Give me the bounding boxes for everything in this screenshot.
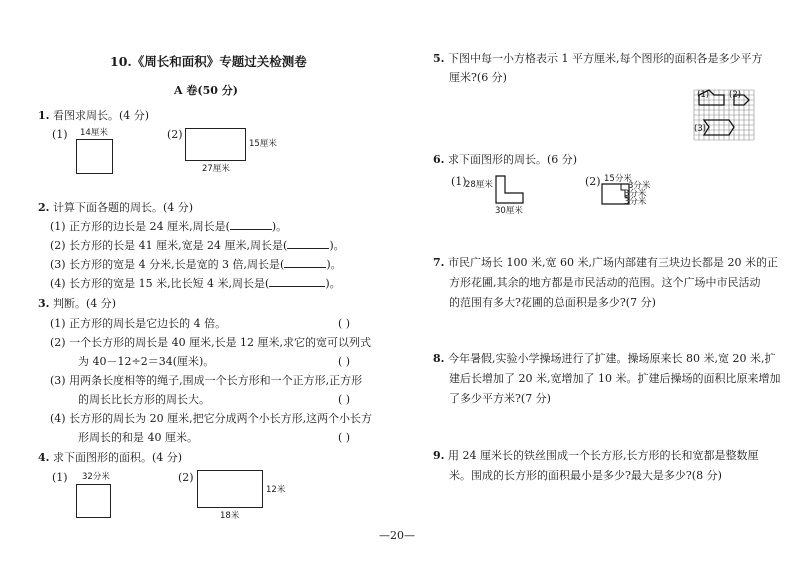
q2-item-text: (3) 长方形的宽是 4 分米,长是宽的 3 倍,周长是( [50,258,285,271]
q2-item-text: (4) 长方形的宽是 15 米,比长短 4 米,周长是( [50,277,270,290]
question-3 [38,297,116,311]
q6-fig2-step2-label: 3分米 [624,189,647,199]
q6-fig1-height-label: 28厘米 [465,180,493,190]
question-5-line2: 厘米?(6 分) [449,71,507,84]
q6-fig2-top-label: 15分米 [604,174,632,184]
q4-rect-width-label: 18米 [220,511,240,521]
question-text: 判断。(4 分) [52,297,117,310]
q1-fig1-label: (1) [52,128,68,141]
q5-fig1-label: (1) [697,90,710,100]
q4-fig1-label: (1) [52,471,68,484]
question-8 [433,352,775,366]
q1-rect-height-label: 15厘米 [249,139,277,149]
answer-blank[interactable] [269,286,325,287]
judgment-answer-paren-4[interactable]: ( ) [338,431,351,444]
q2-item-text-end: )。 [325,277,341,290]
question-number: 5. [433,52,445,65]
question-text: 求下面图形的面积。(4 分) [52,451,183,464]
question-6 [433,153,577,167]
question-7-line3: 的范围有多大?花圃的总面积是多少?(7 分) [449,296,656,309]
q4-square [76,484,111,518]
question-number: 6. [433,153,445,166]
question-1 [38,109,149,123]
answer-blank[interactable] [284,267,326,268]
q6-fig1-width-label: 30厘米 [495,206,523,216]
q3-item-2-cont: 为 40－12÷2＝34(厘米)。 [78,355,215,368]
question-number: 8. [433,352,445,365]
q2-item-text: (2) 长方形的长是 41 厘米,宽是 24 厘米,周长是( [50,239,288,252]
q6-l-shape [495,175,525,205]
question-5 [433,52,762,66]
question-number: 7. [433,256,445,269]
question-9-line2: 米。围成的长方形的面积最小是多少?最大是多少?(8 分) [449,469,722,482]
q4-rectangle [197,470,263,508]
q1-fig2-label: (2) [167,128,183,141]
answer-blank[interactable] [230,229,272,230]
question-text: 计算下面各题的周长。(4 分) [52,201,194,214]
question-text: 用 24 厘米长的铁丝围成一个长方形,长方形的长和宽都是整数厘 [447,449,759,462]
question-number: 9. [433,449,445,462]
page-title: 10.《周长和面积》专题过关检测卷 [110,54,307,69]
q6-fig2-label: (2) [585,175,601,188]
q2-item-3 [50,258,342,272]
question-number: 4. [38,451,50,464]
q1-rectangle [185,128,246,161]
q3-item-4: (4) 长方形的周长为 20 厘米,把它分成两个小长方形,这两个小长方 [50,412,373,425]
q5-fig3-label: (3) [694,124,707,134]
page-number: —20— [379,529,415,542]
q3-item-2: (2) 一个长方形的周长是 40 厘米,长是 12 厘米,求它的宽可以列式 [50,336,372,349]
judgment-answer-paren-1[interactable]: ( ) [338,317,351,330]
q2-item-text-end: )。 [329,239,345,252]
question-2 [38,201,193,215]
q1-rect-width-label: 27厘米 [202,164,230,174]
question-text: 下图中每一小方格表示 1 平方厘米,每个图形的面积各是多少平方 [447,52,763,65]
q2-item-text-end: )。 [326,258,342,271]
judgment-answer-paren-2[interactable]: ( ) [338,355,351,368]
q1-square-side-label: 14厘米 [80,128,108,138]
q4-square-side-label: 32分米 [82,472,110,482]
question-number: 3. [38,297,50,310]
q6-fig2-step3-label: 3分米 [624,197,647,207]
question-text: 求下面图形的周长。(6 分) [447,153,578,166]
answer-blank[interactable] [287,248,329,249]
q5-fig2-label: (2) [729,90,742,100]
q2-item-text-end: )。 [271,220,288,233]
question-9 [433,449,758,463]
question-text: 今年暑假,实验小学操场进行了扩建。操场原来长 80 米,宽 20 米,扩 [447,352,776,365]
q2-item-1 [50,220,287,234]
question-8-line2: 建后长增加了 20 米,宽增加了 10 米。扩建后操场的面积比原来增加 [449,372,781,385]
question-7 [433,256,778,270]
q6-fig2-step1-label: 3分米 [628,181,651,191]
q6-fig1-label: (1) [451,175,467,188]
q3-item-1: (1) 正方形的周长是它边长的 4 倍。 [50,317,227,330]
question-number: 1. [38,109,50,122]
question-7-line2: 方形花圃,其余的地方都是市民活动的范围。这个广场中市民活动 [449,276,761,289]
q3-item-4-cont: 形周长的和是 40 厘米。 [78,431,198,444]
q2-item-4 [50,277,341,291]
q4-fig2-label: (2) [178,471,194,484]
question-4 [38,451,182,465]
question-text: 看图求周长。(4 分) [52,109,150,122]
question-number: 2. [38,201,50,214]
question-text: 市民广场长 100 米,宽 60 米,广场内部建有三块边长都是 20 米的正 [447,256,778,269]
section-title: A 卷(50 分) [174,84,238,97]
judgment-answer-paren-3[interactable]: ( ) [338,393,351,406]
q3-item-3-cont: 的周长比长方形的周长大。 [78,393,210,406]
q2-item-text: (1) 正方形的边长是 24 厘米,周长是( [50,220,230,233]
q4-rect-height-label: 12米 [266,485,286,495]
q2-item-2 [50,239,345,253]
q3-item-3: (3) 用两条长度相等的绳子,围成一个长方形和一个正方形,正方形 [50,374,363,387]
question-8-line3: 了多少平方米?(7 分) [449,392,551,405]
q1-square [76,139,113,174]
